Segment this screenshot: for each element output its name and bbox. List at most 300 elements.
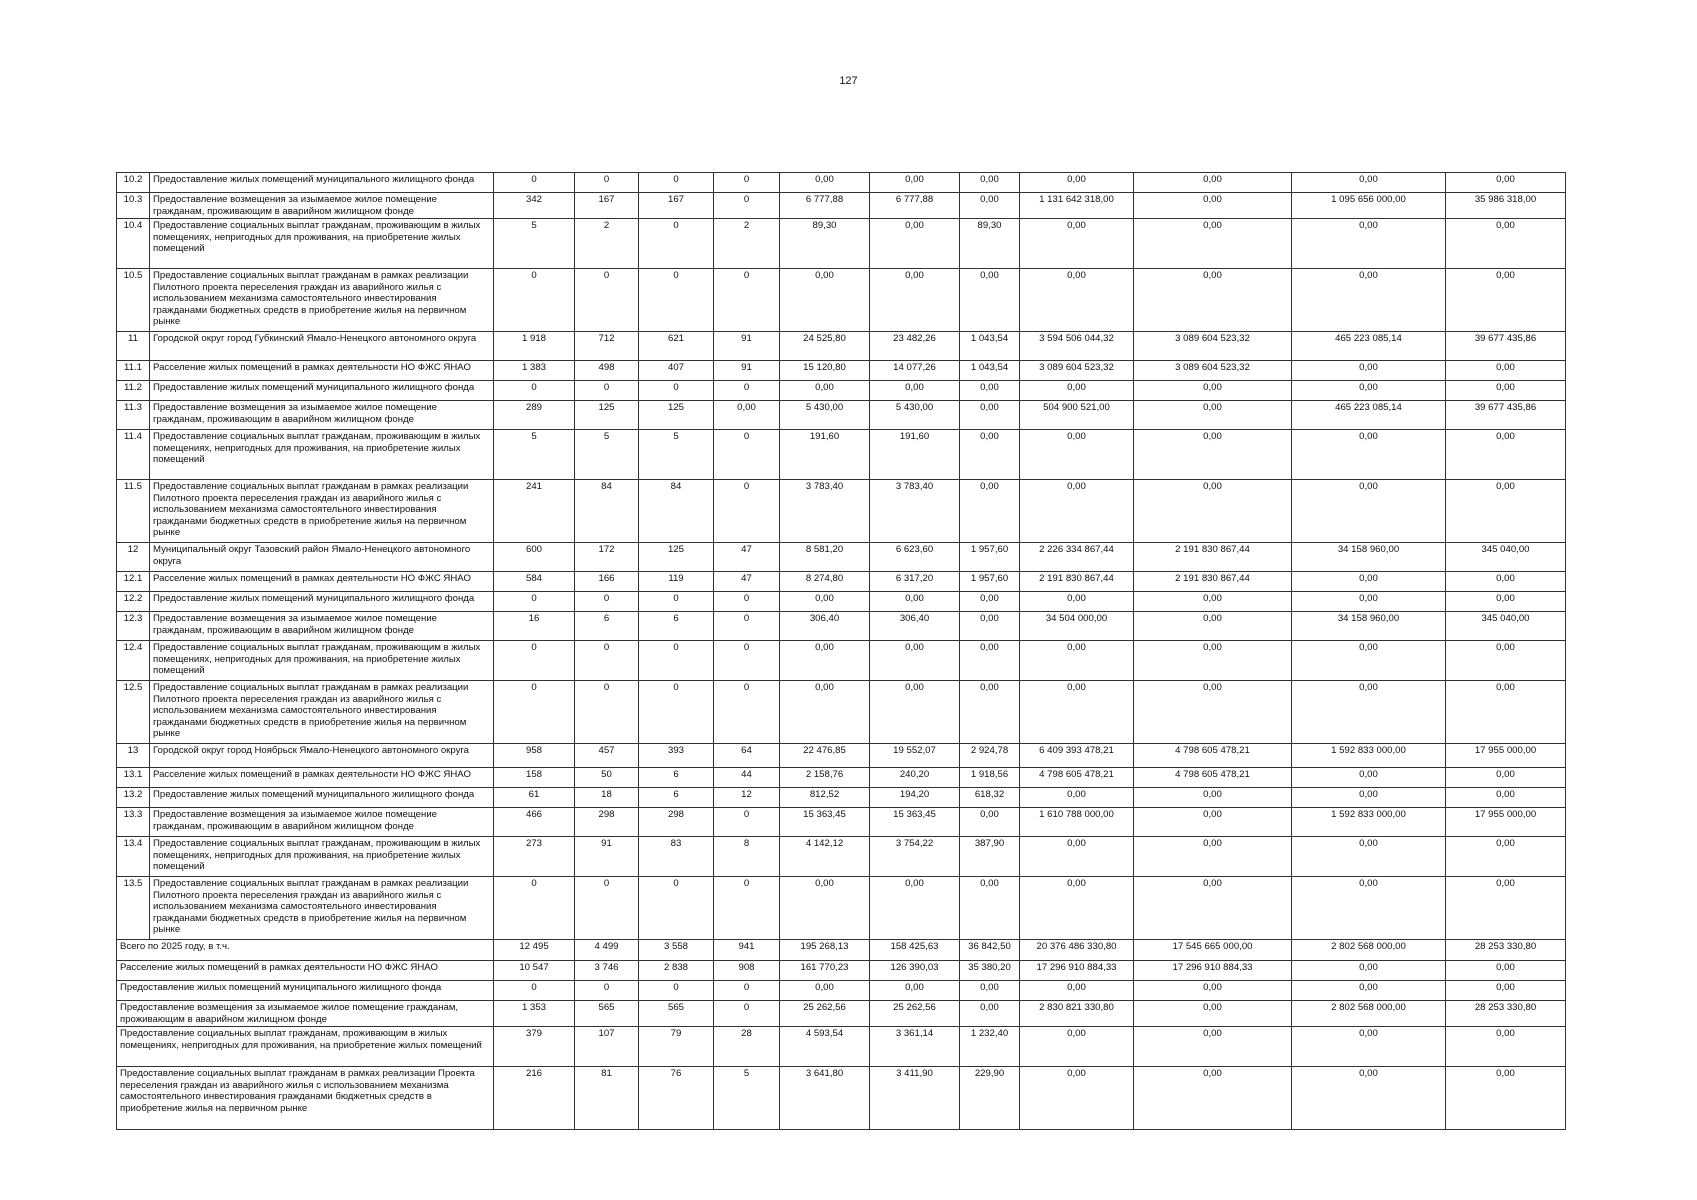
value-cell: 0,00 (870, 269, 960, 332)
value-cell: 0,00 (1020, 788, 1134, 808)
value-cell: 1 957,60 (960, 543, 1020, 572)
value-cell: 0,00 (1292, 430, 1446, 480)
value-cell: 0 (494, 877, 575, 940)
value-cell: 5 430,00 (780, 401, 870, 430)
value-cell: 1 043,54 (960, 332, 1020, 361)
value-cell: 504 900 521,00 (1020, 401, 1134, 430)
value-cell: 289 (494, 401, 575, 430)
value-cell: 0,00 (1446, 1067, 1566, 1130)
value-cell: 0,00 (1020, 269, 1134, 332)
value-cell: 3 089 604 523,32 (1134, 332, 1292, 361)
value-cell: 0,00 (1134, 173, 1292, 193)
table-row (117, 401, 1566, 430)
value-cell: 0 (494, 173, 575, 193)
value-cell: 17 955 000,00 (1446, 808, 1566, 837)
value-cell: 0,00 (1020, 381, 1134, 401)
total-row-name: Расселение жилых помещений в рамках деятельности НО ФЖС ЯНАО (117, 961, 494, 981)
value-cell: 0 (639, 219, 714, 269)
value-cell: 0,00 (1292, 1067, 1446, 1130)
value-cell: 0 (494, 681, 575, 744)
value-cell: 0 (575, 641, 639, 681)
value-cell: 0,00 (1134, 219, 1292, 269)
value-cell: 5 (575, 430, 639, 480)
value-cell: 17 545 665 000,00 (1134, 940, 1292, 961)
value-cell: 35 380,20 (960, 961, 1020, 981)
value-cell: 64 (714, 744, 780, 768)
value-cell: 39 677 435,86 (1446, 401, 1566, 430)
value-cell: 565 (575, 1001, 639, 1027)
value-cell: 0,00 (1446, 837, 1566, 877)
value-cell: 0,00 (870, 681, 960, 744)
total-row-name: Предоставление социальных выплат гражданам в рамках реализации Проекта переселения граждан из аварийного жилья с использованием механизма самостоятельного инвестирования гражданами бюджетных средств в приобретение жилья на первичном рынке (117, 1067, 494, 1130)
value-cell: 3 558 (639, 940, 714, 961)
value-cell: 5 (714, 1067, 780, 1130)
table-row (117, 332, 1566, 361)
value-cell: 0 (494, 381, 575, 401)
value-cell: 0 (714, 681, 780, 744)
row-number: 12.2 (117, 592, 150, 612)
value-cell: 0,00 (780, 381, 870, 401)
value-cell: 2 158,76 (780, 768, 870, 788)
value-cell: 0,00 (1020, 1067, 1134, 1130)
value-cell: 0,00 (960, 681, 1020, 744)
total-row (117, 981, 1566, 1001)
value-cell: 166 (575, 572, 639, 592)
value-cell: 1 592 833 000,00 (1292, 744, 1446, 768)
table-row (117, 808, 1566, 837)
value-cell: 158 (494, 768, 575, 788)
value-cell: 84 (575, 480, 639, 543)
total-row (117, 961, 1566, 981)
value-cell: 229,90 (960, 1067, 1020, 1130)
row-number: 13.4 (117, 837, 150, 877)
value-cell: 161 770,23 (780, 961, 870, 981)
value-cell: 3 783,40 (780, 480, 870, 543)
value-cell: 28 (714, 1027, 780, 1067)
value-cell: 0,00 (1446, 430, 1566, 480)
value-cell: 6 409 393 478,21 (1020, 744, 1134, 768)
value-cell: 5 430,00 (870, 401, 960, 430)
value-cell: 0,00 (1292, 837, 1446, 877)
value-cell: 0 (494, 592, 575, 612)
total-row (117, 1067, 1566, 1130)
value-cell: 6 (639, 612, 714, 641)
value-cell: 0 (639, 173, 714, 193)
value-cell: 1 131 642 318,00 (1020, 193, 1134, 219)
row-name: Городской округ город Губкинский Ямало-Ненецкого автономного округа (150, 332, 494, 361)
row-name: Предоставление социальных выплат гражданам, проживающим в жилых помещениях, непригодных для проживания, на приобретение жилых помещений (150, 641, 494, 681)
value-cell: 908 (714, 961, 780, 981)
value-cell: 0,00 (1292, 1027, 1446, 1067)
value-cell: 91 (714, 332, 780, 361)
value-cell: 387,90 (960, 837, 1020, 877)
value-cell: 3 089 604 523,32 (1134, 361, 1292, 381)
value-cell: 0,00 (960, 808, 1020, 837)
value-cell: 0,00 (1446, 480, 1566, 543)
value-cell: 5 (494, 219, 575, 269)
table-body (117, 173, 1566, 1130)
value-cell: 298 (575, 808, 639, 837)
value-cell: 3 361,14 (870, 1027, 960, 1067)
value-cell: 6 623,60 (870, 543, 960, 572)
row-number: 10.5 (117, 269, 150, 332)
row-name: Предоставление возмещения за изымаемое жилое помещение гражданам, проживающим в аварийном жилищном фонде (150, 401, 494, 430)
value-cell: 941 (714, 940, 780, 961)
value-cell: 812,52 (780, 788, 870, 808)
table-row (117, 837, 1566, 877)
value-cell: 1 918,56 (960, 768, 1020, 788)
value-cell: 61 (494, 788, 575, 808)
row-name: Предоставление жилых помещений муниципального жилищного фонда (150, 788, 494, 808)
value-cell: 25 262,56 (870, 1001, 960, 1027)
value-cell: 0 (714, 193, 780, 219)
value-cell: 3 411,90 (870, 1067, 960, 1130)
value-cell: 19 552,07 (870, 744, 960, 768)
value-cell: 4 593,54 (780, 1027, 870, 1067)
value-cell: 14 077,26 (870, 361, 960, 381)
value-cell: 1 918 (494, 332, 575, 361)
value-cell: 4 798 605 478,21 (1020, 768, 1134, 788)
table-row (117, 768, 1566, 788)
row-name: Предоставление возмещения за изымаемое жилое помещение гражданам, проживающим в аварийном жилищном фонде (150, 193, 494, 219)
value-cell: 8 274,80 (780, 572, 870, 592)
value-cell: 1 592 833 000,00 (1292, 808, 1446, 837)
value-cell: 6 777,88 (780, 193, 870, 219)
value-cell: 0 (494, 641, 575, 681)
value-cell: 618,32 (960, 788, 1020, 808)
row-number: 10.2 (117, 173, 150, 193)
value-cell: 5 (639, 430, 714, 480)
row-number: 12 (117, 543, 150, 572)
value-cell: 0 (639, 681, 714, 744)
value-cell: 0 (639, 381, 714, 401)
value-cell: 0,00 (1446, 219, 1566, 269)
value-cell: 91 (575, 837, 639, 877)
row-number: 13.5 (117, 877, 150, 940)
table-row (117, 572, 1566, 592)
value-cell: 0,00 (1020, 173, 1134, 193)
value-cell: 158 425,63 (870, 940, 960, 961)
value-cell: 0,00 (870, 877, 960, 940)
value-cell: 498 (575, 361, 639, 381)
value-cell: 3 641,80 (780, 1067, 870, 1130)
value-cell: 3 594 506 044,32 (1020, 332, 1134, 361)
value-cell: 2 802 568 000,00 (1292, 1001, 1446, 1027)
value-cell: 0 (639, 269, 714, 332)
value-cell: 0,00 (1446, 961, 1566, 981)
value-cell: 0,00 (870, 219, 960, 269)
value-cell: 407 (639, 361, 714, 381)
value-cell: 0,00 (1020, 219, 1134, 269)
table-row (117, 381, 1566, 401)
value-cell: 0,00 (1446, 768, 1566, 788)
value-cell: 191,60 (870, 430, 960, 480)
value-cell: 12 (714, 788, 780, 808)
value-cell: 0,00 (870, 981, 960, 1001)
row-name: Расселение жилых помещений в рамках деятельности НО ФЖС ЯНАО (150, 572, 494, 592)
total-row (117, 1027, 1566, 1067)
value-cell: 2 830 821 330,80 (1020, 1001, 1134, 1027)
value-cell: 0,00 (960, 430, 1020, 480)
value-cell: 0,00 (1292, 961, 1446, 981)
value-cell: 89,30 (960, 219, 1020, 269)
value-cell: 0,00 (1134, 401, 1292, 430)
row-number: 10.3 (117, 193, 150, 219)
value-cell: 191,60 (780, 430, 870, 480)
value-cell: 466 (494, 808, 575, 837)
value-cell: 1 353 (494, 1001, 575, 1027)
value-cell: 47 (714, 543, 780, 572)
value-cell: 34 158 960,00 (1292, 612, 1446, 641)
row-name: Городской округ город Ноябрьск Ямало-Ненецкого автономного округа (150, 744, 494, 768)
value-cell: 0,00 (1446, 788, 1566, 808)
value-cell: 0,00 (1020, 877, 1134, 940)
value-cell: 0,00 (780, 681, 870, 744)
value-cell: 0,00 (1446, 381, 1566, 401)
value-cell: 0 (714, 430, 780, 480)
value-cell: 0 (575, 981, 639, 1001)
value-cell: 298 (639, 808, 714, 837)
value-cell: 6 (575, 612, 639, 641)
value-cell: 4 798 605 478,21 (1134, 768, 1292, 788)
value-cell: 0,00 (780, 981, 870, 1001)
table-row (117, 430, 1566, 480)
value-cell: 0 (575, 877, 639, 940)
value-cell: 0 (575, 173, 639, 193)
value-cell: 0,00 (780, 877, 870, 940)
value-cell: 3 746 (575, 961, 639, 981)
value-cell: 0 (714, 641, 780, 681)
value-cell: 0,00 (1446, 1027, 1566, 1067)
row-number: 11.1 (117, 361, 150, 381)
value-cell: 89,30 (780, 219, 870, 269)
value-cell: 0,00 (960, 193, 1020, 219)
value-cell: 0 (575, 381, 639, 401)
value-cell: 39 677 435,86 (1446, 332, 1566, 361)
value-cell: 17 296 910 884,33 (1134, 961, 1292, 981)
value-cell: 306,40 (870, 612, 960, 641)
value-cell: 2 191 830 867,44 (1020, 572, 1134, 592)
value-cell: 0,00 (1292, 269, 1446, 332)
row-name: Предоставление возмещения за изымаемое жилое помещение гражданам, проживающим в аварийном жилищном фонде (150, 612, 494, 641)
value-cell: 50 (575, 768, 639, 788)
value-cell: 306,40 (780, 612, 870, 641)
value-cell: 0,00 (1446, 981, 1566, 1001)
value-cell: 958 (494, 744, 575, 768)
value-cell: 0,00 (1134, 592, 1292, 612)
value-cell: 345 040,00 (1446, 543, 1566, 572)
total-row (117, 1001, 1566, 1027)
value-cell: 0,00 (1292, 788, 1446, 808)
value-cell: 16 (494, 612, 575, 641)
table-row (117, 361, 1566, 381)
value-cell: 0,00 (1134, 430, 1292, 480)
table-row (117, 219, 1566, 269)
value-cell: 0 (575, 269, 639, 332)
value-cell: 6 317,20 (870, 572, 960, 592)
row-name: Расселение жилых помещений в рамках деятельности НО ФЖС ЯНАО (150, 768, 494, 788)
total-row-name: Предоставление социальных выплат гражданам, проживающим в жилых помещениях, непригодных для проживания, на приобретение жилых помещений (117, 1027, 494, 1067)
value-cell: 1 043,54 (960, 361, 1020, 381)
row-number: 10.4 (117, 219, 150, 269)
value-cell: 0 (714, 877, 780, 940)
value-cell: 125 (639, 401, 714, 430)
row-name: Предоставление жилых помещений муниципального жилищного фонда (150, 173, 494, 193)
value-cell: 2 191 830 867,44 (1134, 543, 1292, 572)
value-cell: 0,00 (1020, 430, 1134, 480)
value-cell: 5 (494, 430, 575, 480)
value-cell: 0 (639, 981, 714, 1001)
value-cell: 4 142,12 (780, 837, 870, 877)
value-cell: 91 (714, 361, 780, 381)
value-cell: 0,00 (1134, 269, 1292, 332)
value-cell: 2 (714, 219, 780, 269)
value-cell: 0,00 (1292, 768, 1446, 788)
value-cell: 0,00 (1134, 981, 1292, 1001)
value-cell: 0 (714, 381, 780, 401)
value-cell: 4 798 605 478,21 (1134, 744, 1292, 768)
value-cell: 0,00 (1134, 808, 1292, 837)
value-cell: 126 390,03 (870, 961, 960, 981)
value-cell: 15 363,45 (780, 808, 870, 837)
value-cell: 621 (639, 332, 714, 361)
value-cell: 0 (714, 612, 780, 641)
row-number: 13 (117, 744, 150, 768)
value-cell: 1 383 (494, 361, 575, 381)
value-cell: 0,00 (1446, 641, 1566, 681)
value-cell: 0,00 (1020, 480, 1134, 543)
value-cell: 0,00 (1134, 681, 1292, 744)
value-cell: 0,00 (1134, 641, 1292, 681)
page-number: 127 (839, 75, 858, 87)
value-cell: 600 (494, 543, 575, 572)
value-cell: 3 089 604 523,32 (1020, 361, 1134, 381)
value-cell: 167 (639, 193, 714, 219)
value-cell: 457 (575, 744, 639, 768)
value-cell: 379 (494, 1027, 575, 1067)
table-row (117, 173, 1566, 193)
total-row-name: Предоставление жилых помещений муниципального жилищного фонда (117, 981, 494, 1001)
value-cell: 6 (639, 788, 714, 808)
value-cell: 172 (575, 543, 639, 572)
value-cell: 0,00 (960, 173, 1020, 193)
value-cell: 81 (575, 1067, 639, 1130)
value-cell: 0,00 (1292, 381, 1446, 401)
value-cell: 273 (494, 837, 575, 877)
value-cell: 0,00 (780, 269, 870, 332)
value-cell: 8 (714, 837, 780, 877)
value-cell: 0,00 (960, 269, 1020, 332)
value-cell: 0,00 (870, 641, 960, 681)
value-cell: 0,00 (870, 592, 960, 612)
table-row (117, 269, 1566, 332)
row-name: Предоставление социальных выплат гражданам в рамках реализации Пилотного проекта переселения граждан из аварийного жилья с использованием механизма самостоятельного инвестирования гражданами бюджетных средств в приобретение жилья на первичном рынке (150, 480, 494, 543)
table-row (117, 788, 1566, 808)
row-number: 13.2 (117, 788, 150, 808)
value-cell: 44 (714, 768, 780, 788)
value-cell: 0 (639, 592, 714, 612)
value-cell: 0 (639, 641, 714, 681)
value-cell: 0,00 (780, 641, 870, 681)
row-name: Предоставление социальных выплат гражданам в рамках реализации Пилотного проекта переселения граждан из аварийного жилья с использованием механизма самостоятельного инвестирования гражданами бюджетных средств в приобретение жилья на первичном рынке (150, 269, 494, 332)
total-row (117, 940, 1566, 961)
value-cell: 0,00 (1134, 837, 1292, 877)
table-row (117, 681, 1566, 744)
value-cell: 0,00 (1292, 219, 1446, 269)
value-cell: 216 (494, 1067, 575, 1130)
value-cell: 194,20 (870, 788, 960, 808)
value-cell: 0,00 (1134, 788, 1292, 808)
value-cell: 4 499 (575, 940, 639, 961)
value-cell: 345 040,00 (1446, 612, 1566, 641)
table-row (117, 744, 1566, 768)
value-cell: 240,20 (870, 768, 960, 788)
value-cell: 0,00 (1020, 641, 1134, 681)
value-cell: 0,00 (960, 592, 1020, 612)
value-cell: 0,00 (1134, 1001, 1292, 1027)
table-row (117, 612, 1566, 641)
row-number: 12.5 (117, 681, 150, 744)
value-cell: 0 (714, 269, 780, 332)
value-cell: 1 957,60 (960, 572, 1020, 592)
value-cell: 0,00 (1446, 361, 1566, 381)
value-cell: 125 (575, 401, 639, 430)
table-row (117, 480, 1566, 543)
value-cell: 36 842,50 (960, 940, 1020, 961)
value-cell: 0,00 (960, 381, 1020, 401)
value-cell: 0,00 (1020, 592, 1134, 612)
value-cell: 241 (494, 480, 575, 543)
table-row (117, 592, 1566, 612)
value-cell: 125 (639, 543, 714, 572)
value-cell: 15 363,45 (870, 808, 960, 837)
row-name: Предоставление жилых помещений муниципального жилищного фонда (150, 592, 494, 612)
value-cell: 0,00 (1292, 877, 1446, 940)
value-cell: 0,00 (1446, 173, 1566, 193)
value-cell: 0,00 (960, 612, 1020, 641)
value-cell: 84 (639, 480, 714, 543)
value-cell: 342 (494, 193, 575, 219)
row-number: 11.3 (117, 401, 150, 430)
value-cell: 17 955 000,00 (1446, 744, 1566, 768)
row-name: Предоставление жилых помещений муниципального жилищного фонда (150, 381, 494, 401)
table-row (117, 543, 1566, 572)
value-cell: 0,00 (1134, 612, 1292, 641)
total-row-name: Всего по 2025 году, в т.ч. (117, 940, 494, 961)
value-cell: 83 (639, 837, 714, 877)
value-cell: 6 (639, 768, 714, 788)
row-number: 11.5 (117, 480, 150, 543)
value-cell: 584 (494, 572, 575, 592)
value-cell: 0 (494, 981, 575, 1001)
row-number: 12.4 (117, 641, 150, 681)
value-cell: 0 (639, 877, 714, 940)
value-cell: 0,00 (870, 173, 960, 193)
value-cell: 0,00 (960, 981, 1020, 1001)
value-cell: 35 986 318,00 (1446, 193, 1566, 219)
value-cell: 79 (639, 1027, 714, 1067)
row-name: Расселение жилых помещений в рамках деятельности НО ФЖС ЯНАО (150, 361, 494, 381)
value-cell: 1 232,40 (960, 1027, 1020, 1067)
value-cell: 22 476,85 (780, 744, 870, 768)
value-cell: 393 (639, 744, 714, 768)
table-row (117, 641, 1566, 681)
value-cell: 2 802 568 000,00 (1292, 940, 1446, 961)
row-number: 11.4 (117, 430, 150, 480)
value-cell: 107 (575, 1027, 639, 1067)
value-cell: 17 296 910 884,33 (1020, 961, 1134, 981)
value-cell: 0,00 (1446, 877, 1566, 940)
